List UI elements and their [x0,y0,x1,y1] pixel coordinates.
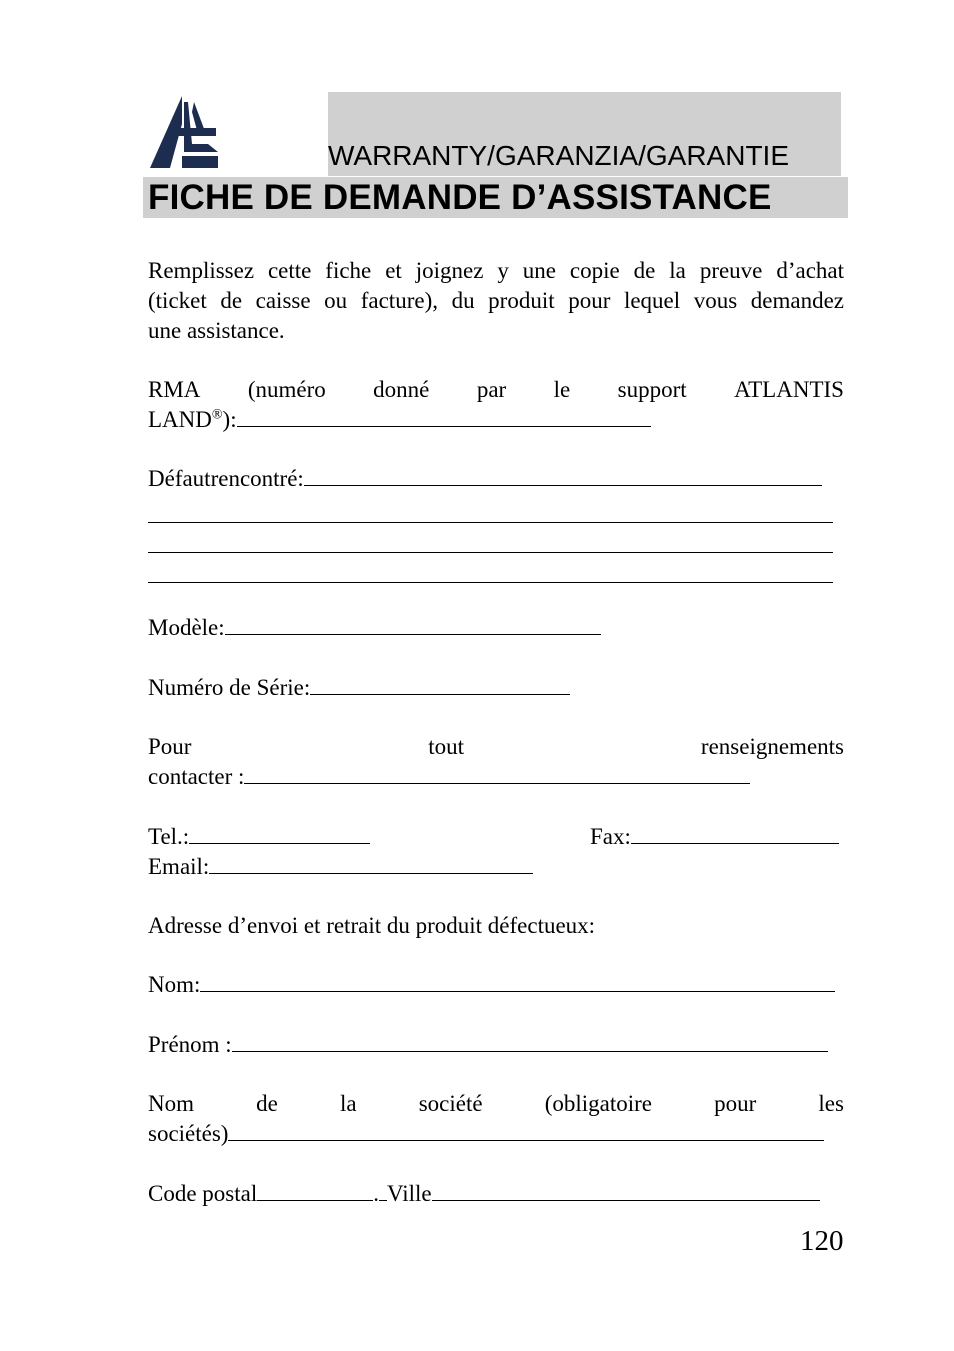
defect-input[interactable] [304,465,822,486]
company-field [148,1089,844,1149]
email-label: Email: [148,854,210,879]
company-input[interactable] [228,1120,824,1141]
fax-field [590,822,839,852]
rma-input[interactable] [237,406,651,427]
rma-word: le [553,377,571,402]
rma-colon: ): [222,407,237,432]
model-label: Modèle: [148,615,225,640]
postal-input[interactable] [257,1180,373,1201]
nom-label: Nom: [148,972,201,997]
rma-word: (numéro [247,377,326,402]
serial-input[interactable] [310,674,570,695]
company-word: de [256,1091,278,1116]
intro-paragraph [148,256,844,346]
rma-word: donné [373,377,430,402]
postal-label: Code postal [148,1181,258,1206]
email-field [148,852,533,882]
city-label: Ville [387,1181,432,1206]
postal-separator: . [373,1181,379,1206]
company-label: sociétés) [148,1121,229,1146]
address-heading: Adresse d’envoi et retrait du produit défectueux: [148,913,596,938]
intro-line-2: (ticket de caisse ou facture), du produit pour lequel vous demandez [148,288,844,313]
warranty-heading: WARRANTY/GARANZIA/GARANTIE [328,140,790,171]
contact-word: Pour [148,734,192,759]
company-word: société [418,1091,483,1116]
prenom-label: Prénom : [148,1032,232,1057]
company-word: pour [714,1091,757,1116]
contact-input-line [148,762,844,792]
contact-label-line [148,732,844,762]
model-input[interactable] [225,614,601,635]
tel-input[interactable] [189,823,370,844]
page-number: 120 [800,1225,844,1257]
company-input-line [148,1119,844,1149]
serial-label: Numéro de Série: [148,675,311,700]
contact-word: renseignements [700,734,844,759]
contact-field [148,732,844,792]
defect-input-line-4[interactable] [148,582,833,583]
company-word: les [818,1091,844,1116]
prenom-input[interactable] [232,1031,828,1052]
postal-separator-line [379,1180,387,1201]
company-label-line [148,1089,844,1119]
email-input[interactable] [209,853,533,874]
rma-word: ATLANTIS [734,377,844,402]
serial-field [148,673,844,703]
page-title: FICHE DE DEMANDE D’ASSISTANCE [148,178,772,217]
intro-line-1: Remplissez cette fiche et joignez y une copie de la preuve d’achat [148,258,844,283]
rma-field [148,375,844,435]
contact-word: tout [428,734,465,759]
rma-word: par [476,377,507,402]
contact-input[interactable] [244,763,750,784]
company-word: Nom [148,1091,194,1116]
contact-label: contacter : [148,764,245,789]
rma-land-label: LAND [148,407,212,432]
prenom-field [148,1030,828,1060]
company-word: la [339,1091,357,1116]
company-word: (obligatoire [544,1091,652,1116]
intro-line-3: une assistance. [148,318,285,343]
tel-field [148,822,370,852]
nom-field [148,970,835,1000]
tel-label: Tel.: [148,824,190,849]
postal-city-field [148,1179,820,1209]
rma-input-line [148,405,844,435]
defect-input-line-3[interactable] [148,552,833,553]
defect-label: Défautrencontré: [148,466,304,491]
rma-label-line [148,375,844,405]
nom-input[interactable] [200,971,835,992]
atlantis-land-logo [148,94,220,170]
model-field [148,613,844,643]
fax-input[interactable] [631,823,839,844]
defect-input-line-2[interactable] [148,522,833,523]
city-input[interactable] [432,1180,820,1201]
fax-label: Fax: [590,824,631,849]
registered-mark: ® [211,407,223,423]
rma-word: RMA [148,377,201,402]
rma-word: support [617,377,687,402]
defect-field [148,464,844,494]
